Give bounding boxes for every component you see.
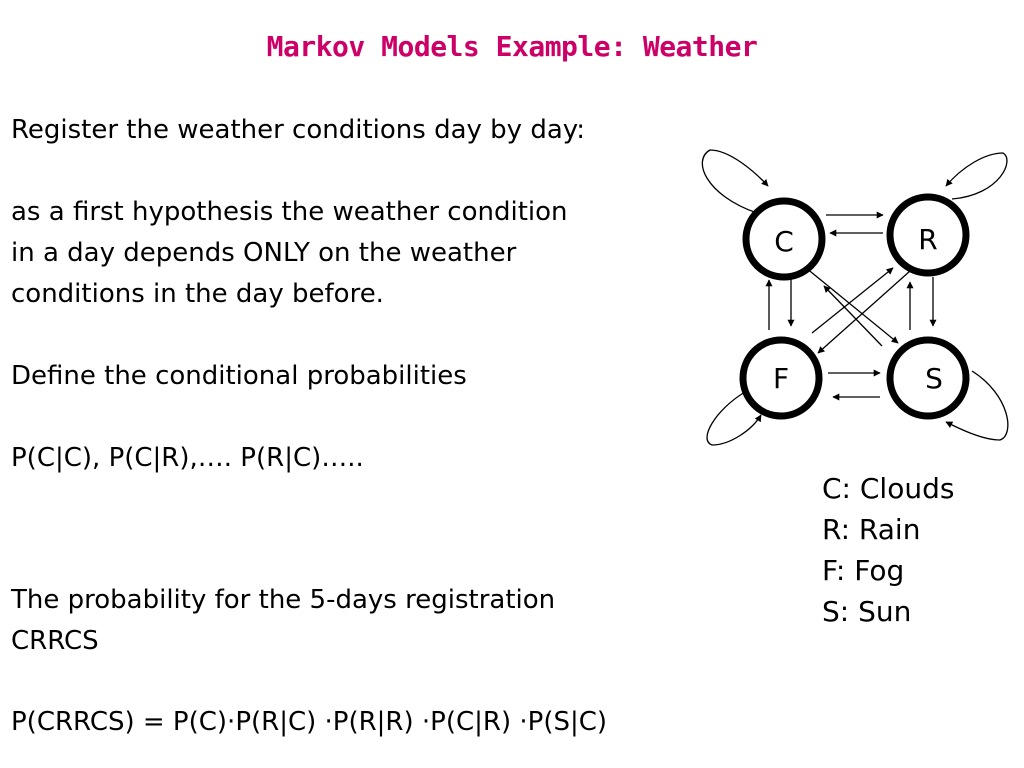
node-s (890, 340, 966, 416)
legend-rain: R: Rain (822, 513, 921, 546)
edge-f-to-r (812, 268, 893, 333)
node-f (743, 340, 819, 416)
registration-line-1: The probability for the 5-days registration (11, 585, 556, 615)
legend-clouds: C: Clouds (822, 472, 955, 505)
svg-text:S: S (925, 362, 943, 395)
svg-text:R: R (918, 223, 938, 256)
formula-line: P(CRRCS) = P(C)·P(R|C) ·P(R|R) ·P(C|R) ·P(S|C) (11, 707, 608, 737)
legend-fog: F: Fog (822, 554, 905, 587)
self-loop-r (946, 153, 1007, 199)
node-c (746, 201, 822, 277)
legend-sun: S: Sun (822, 595, 912, 628)
legend (822, 468, 954, 632)
self-loop-c (702, 150, 768, 213)
svg-text:F: F (772, 362, 790, 395)
intro-line: Register the weather conditions day by day: (11, 115, 586, 145)
svg-text:C: C (774, 225, 794, 258)
hypothesis-line-1: as a first hypothesis the weather condition (11, 197, 568, 227)
hypothesis-line-3: conditions in the day before. (11, 279, 384, 309)
define-line: Define the conditional probabilities (11, 361, 467, 391)
hypothesis-line-2: in a day depends ONLY on the weather (11, 238, 517, 268)
probabilities-line: P(C|C), P(C|R),…. P(R|C)….. (11, 443, 364, 473)
node-r (890, 197, 966, 273)
slide-title: Markov Models Example: Weather (266, 30, 758, 63)
registration-line-2: CRRCS (11, 626, 99, 656)
